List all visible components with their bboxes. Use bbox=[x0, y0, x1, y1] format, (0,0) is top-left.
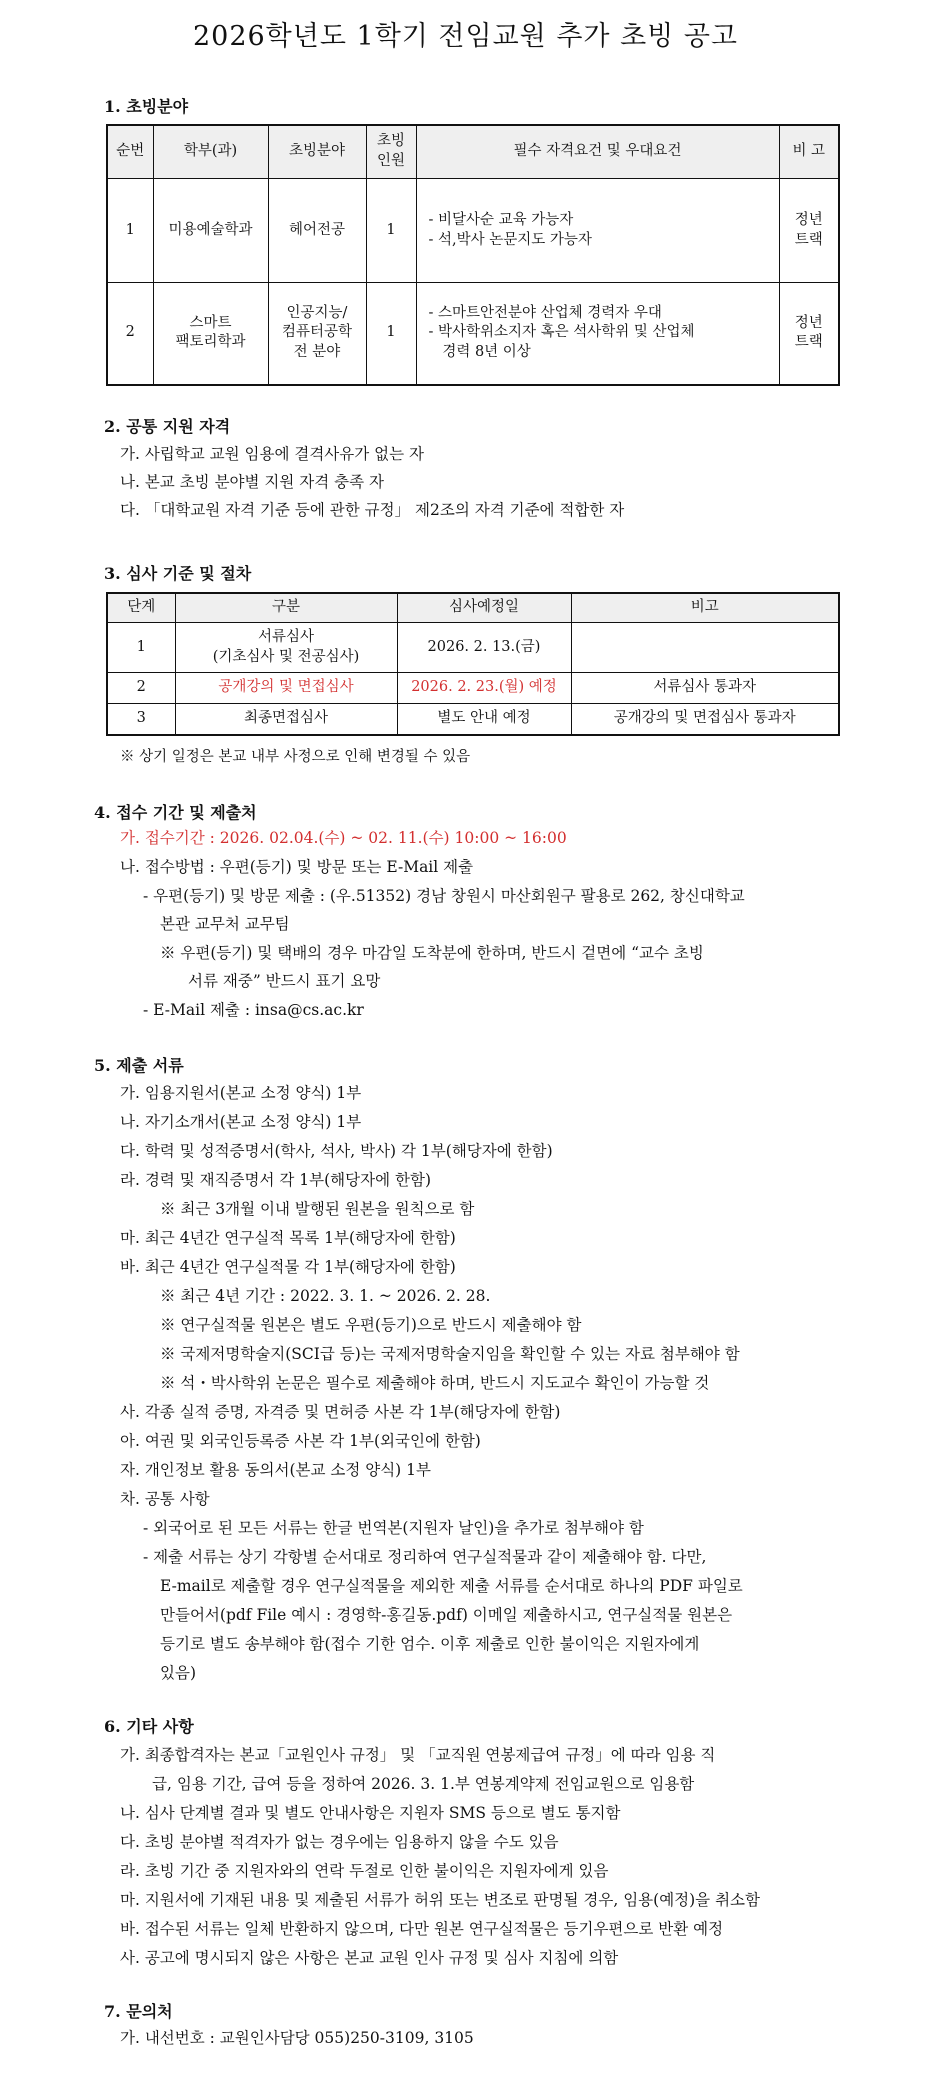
application-method: 나. 접수방법 : 우편(등기) 및 방문 또는 E-Mail 제출 bbox=[120, 858, 474, 876]
row-type: 공개강의 및 면접심사 bbox=[175, 673, 397, 704]
section-1-heading: 1. 초빙분야 bbox=[104, 97, 189, 116]
other-item: 가. 최종합격자는 본교「교원인사 규정」 및 「교직원 연봉제급여 규정」에 따라 임용 직 bbox=[120, 1746, 716, 1764]
document-note: ※ 석・박사학위 논문은 필수로 제출해야 하며, 반드시 지도교수 확인이 가능할 것 bbox=[160, 1374, 710, 1392]
common-note: - 외국어로 된 모든 서류는 한글 번역본(지원자 날인)을 추가로 첨부해야 함 bbox=[143, 1519, 644, 1537]
row-note: 서류심사 통과자 bbox=[571, 673, 839, 704]
row-note: 공개강의 및 면접심사 통과자 bbox=[571, 704, 839, 736]
common-note-cont: E-mail로 제출할 경우 연구실적물을 제외한 제출 서류를 순서대로 하나의 PDF 파일로 bbox=[160, 1577, 743, 1595]
document-item: 자. 개인정보 활용 동의서(본교 소정 양식) 1부 bbox=[120, 1461, 431, 1479]
other-item: 바. 접수된 서류는 일체 반환하지 않으며, 다만 원본 연구실적물은 등기우편으로 반환 예정 bbox=[120, 1920, 724, 1938]
document-item: 가. 임용지원서(본교 소정 양식) 1부 bbox=[120, 1084, 362, 1102]
mail-note: ※ 우편(등기) 및 택배의 경우 마감일 도착분에 한하며, 반드시 겉면에 “교수 초빙 bbox=[160, 944, 704, 962]
section-2-heading: 2. 공통 지원 자격 bbox=[104, 417, 231, 436]
row-type: 서류심사 (기초심사 및 전공심사) bbox=[175, 623, 397, 673]
table-row bbox=[107, 704, 839, 736]
qualification-item: 가. 사립학교 교원 임용에 결격사유가 없는 자 bbox=[120, 445, 425, 463]
common-note-cont: 있음) bbox=[160, 1664, 196, 1682]
row-dept: 스마트 팩토리학과 bbox=[153, 283, 268, 385]
document-item: 사. 각종 실적 증명, 자격증 및 면허증 사본 각 1부(해당자에 한함) bbox=[120, 1403, 561, 1421]
row-step: 3 bbox=[107, 704, 175, 736]
row-no: 1 bbox=[107, 179, 153, 283]
row-date: 2026. 2. 13.(금) bbox=[397, 623, 571, 673]
header-no: 순번 bbox=[107, 125, 153, 179]
table-header-row bbox=[107, 125, 839, 179]
header-dept: 학부(과) bbox=[153, 125, 268, 179]
section-7-heading: 7. 문의처 bbox=[104, 2002, 173, 2021]
document-note: ※ 최근 4년 기간 : 2022. 3. 1. ~ 2026. 2. 28. bbox=[160, 1287, 491, 1305]
row-field: 인공지능/ 컴퓨터공학 전 분야 bbox=[268, 283, 366, 385]
other-item: 다. 초빙 분야별 적격자가 없는 경우에는 임용하지 않을 수도 있음 bbox=[120, 1833, 559, 1851]
mail-note-cont: 서류 재중” 반드시 표기 요망 bbox=[188, 972, 381, 990]
qualification-item: 다. 「대학교원 자격 기준 등에 관한 규정」 제2조의 자격 기준에 적합한 자 bbox=[120, 501, 625, 519]
row-step: 2 bbox=[107, 673, 175, 704]
application-period: 가. 접수기간 : 2026. 02.04.(수) ~ 02. 11.(수) 10:00 ~ 16:00 bbox=[120, 829, 567, 847]
mail-submission: - 우편(등기) 및 방문 제출 : (우.51352) 경남 창원시 마산회원구 팔용로 262, 창신대학교 bbox=[143, 887, 745, 905]
qualification-item: 나. 본교 초빙 분야별 지원 자격 충족 자 bbox=[120, 473, 385, 491]
review-schedule-table bbox=[106, 592, 840, 736]
document-item: 마. 최근 4년간 연구실적 목록 1부(해당자에 한함) bbox=[120, 1229, 456, 1247]
document-item: 다. 학력 및 성적증명서(학사, 석사, 박사) 각 1부(해당자에 한함) bbox=[120, 1142, 553, 1160]
row-no: 2 bbox=[107, 283, 153, 385]
other-item: 나. 심사 단계별 결과 및 별도 안내사항은 지원자 SMS 등으로 별도 통지함 bbox=[120, 1804, 621, 1822]
document-item: 라. 경력 및 재직증명서 각 1부(해당자에 한함) bbox=[120, 1171, 431, 1189]
row-date: 2026. 2. 23.(월) 예정 bbox=[397, 673, 571, 704]
document-note: ※ 연구실적물 원본은 별도 우편(등기)으로 반드시 제출해야 함 bbox=[160, 1316, 582, 1334]
table-header-row bbox=[107, 593, 839, 623]
header-step: 단계 bbox=[107, 593, 175, 623]
row-field: 헤어전공 bbox=[268, 179, 366, 283]
table-row bbox=[107, 673, 839, 704]
header-date: 심사예정일 bbox=[397, 593, 571, 623]
row-note bbox=[571, 623, 839, 673]
row-note: 정년 트랙 bbox=[779, 179, 839, 283]
common-note-cont: 등기로 별도 송부해야 함(접수 기한 엄수. 이후 제출로 인한 불이익은 지원자에게 bbox=[160, 1635, 700, 1653]
row-count: 1 bbox=[366, 283, 416, 385]
row-count: 1 bbox=[366, 179, 416, 283]
common-note: - 제출 서류는 상기 각항별 순서대로 정리하여 연구실적물과 같이 제출해야 함. 다만, bbox=[143, 1548, 707, 1566]
common-note-cont: 만들어서(pdf File 예시 : 경영학-홍길동.pdf) 이메일 제출하시고, 연구실적물 원본은 bbox=[160, 1606, 733, 1624]
header-count: 초빙 인원 bbox=[366, 125, 416, 179]
section-6-heading: 6. 기타 사항 bbox=[104, 1717, 194, 1736]
document-item: 아. 여권 및 외국인등록증 사본 각 1부(외국인에 한함) bbox=[120, 1432, 481, 1450]
header-note: 비 고 bbox=[779, 125, 839, 179]
row-step: 1 bbox=[107, 623, 175, 673]
document-item: 나. 자기소개서(본교 소정 양식) 1부 bbox=[120, 1113, 362, 1131]
contact-line: 가. 내선번호 : 교원인사담당 055)250-3109, 3105 bbox=[120, 2029, 474, 2047]
row-date: 별도 안내 예정 bbox=[397, 704, 571, 736]
row-requirements: - 스마트안전분야 산업체 경력자 우대 - 박사학위소지자 혹은 석사학위 및 산업체 경력 8년 이상 bbox=[416, 283, 779, 385]
header-field: 초빙분야 bbox=[268, 125, 366, 179]
row-note: 정년 트랙 bbox=[779, 283, 839, 385]
document-note: ※ 최근 3개월 이내 발행된 원본을 원칙으로 함 bbox=[160, 1200, 475, 1218]
row-type: 최종면접심사 bbox=[175, 704, 397, 736]
section-4-heading: 4. 접수 기간 및 제출처 bbox=[94, 803, 257, 822]
header-note: 비고 bbox=[571, 593, 839, 623]
document-note: ※ 국제저명학술지(SCI급 등)는 국제저명학술지임을 확인할 수 있는 자료 첨부해야 함 bbox=[160, 1345, 740, 1363]
table-row bbox=[107, 283, 839, 385]
other-item-cont: 급, 임용 기간, 급여 등을 정하여 2026. 3. 1.부 연봉계약제 전임교원으로 임용함 bbox=[152, 1775, 695, 1793]
table-row bbox=[107, 623, 839, 673]
row-requirements: - 비달사순 교육 가능자 - 석,박사 논문지도 가능자 bbox=[416, 179, 779, 283]
schedule-note: ※ 상기 일정은 본교 내부 사정으로 인해 변경될 수 있음 bbox=[120, 749, 471, 765]
document-item: 바. 최근 4년간 연구실적물 각 1부(해당자에 한함) bbox=[120, 1258, 456, 1276]
section-3-heading: 3. 심사 기준 및 절차 bbox=[104, 564, 252, 583]
document-item: 차. 공통 사항 bbox=[120, 1490, 210, 1508]
header-requirements: 필수 자격요건 및 우대요건 bbox=[416, 125, 779, 179]
recruitment-table bbox=[106, 124, 840, 386]
email-submission: - E-Mail 제출 : insa@cs.ac.kr bbox=[143, 1001, 364, 1019]
mail-submission-cont: 본관 교무처 교무팀 bbox=[160, 915, 290, 933]
table-row bbox=[107, 179, 839, 283]
other-item: 라. 초빙 기간 중 지원자와의 연락 두절로 인한 불이익은 지원자에게 있음 bbox=[120, 1862, 609, 1880]
header-type: 구분 bbox=[175, 593, 397, 623]
section-5-heading: 5. 제출 서류 bbox=[94, 1056, 184, 1075]
other-item: 마. 지원서에 기재된 내용 및 제출된 서류가 허위 또는 변조로 판명될 경우, 임용(예정)을 취소함 bbox=[120, 1891, 761, 1909]
page-title: 2026학년도 1학기 전임교원 추가 초빙 공고 bbox=[192, 21, 739, 52]
row-dept: 미용예술학과 bbox=[153, 179, 268, 283]
other-item: 사. 공고에 명시되지 않은 사항은 본교 교원 인사 규정 및 심사 지침에 의함 bbox=[120, 1949, 619, 1967]
